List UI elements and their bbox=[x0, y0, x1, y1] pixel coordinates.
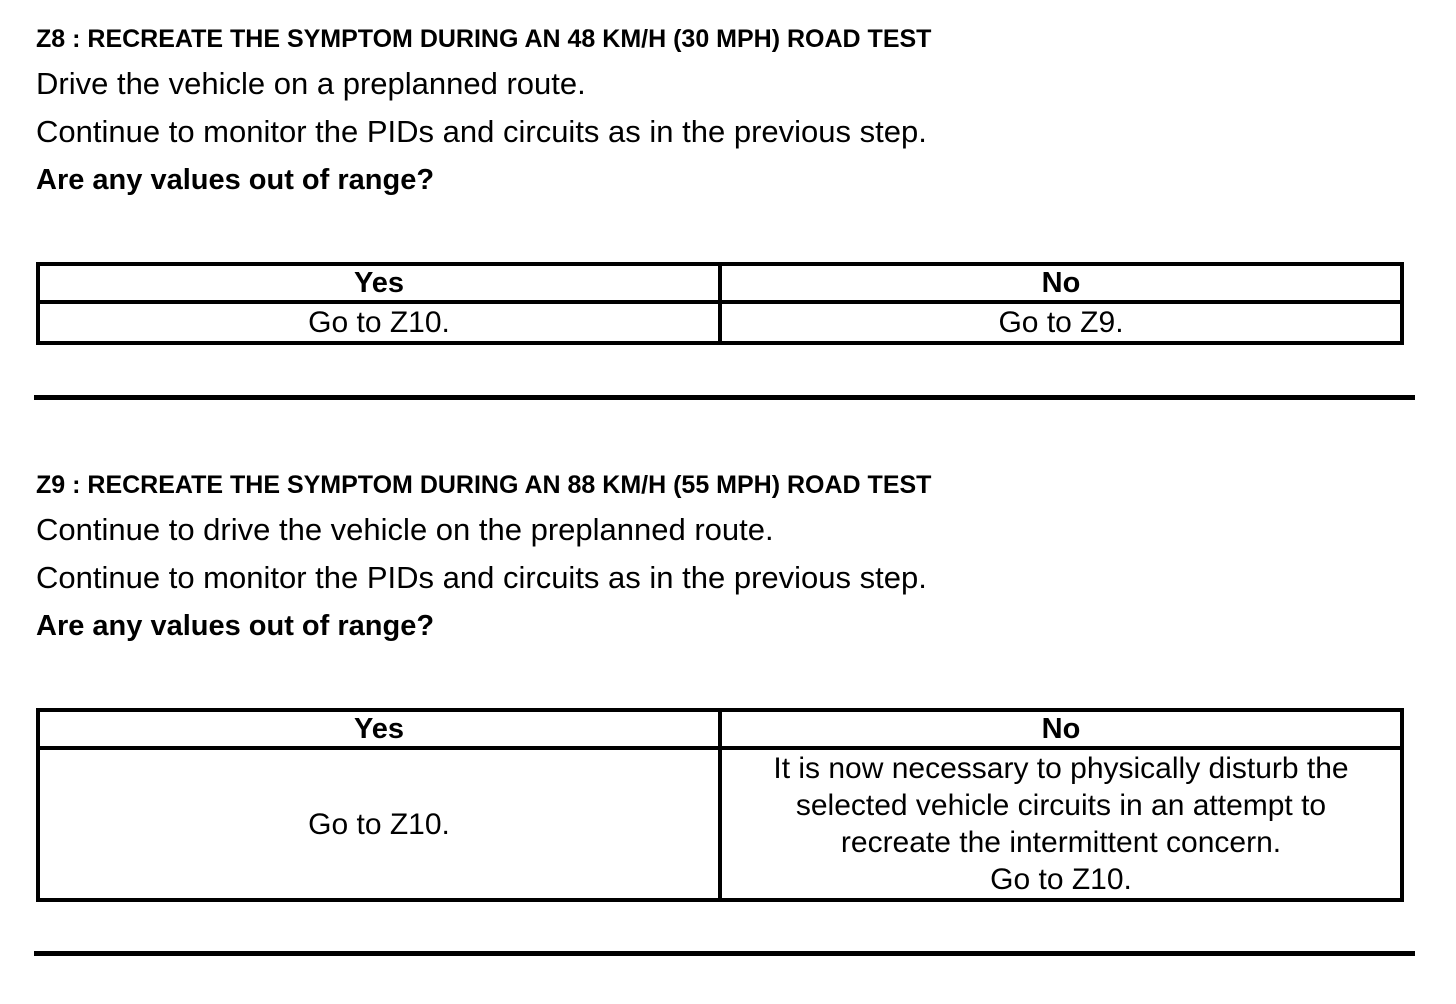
cell-text: recreate the intermittent concern. bbox=[840, 826, 1282, 859]
cell-yes bbox=[38, 302, 720, 343]
step-heading: Z9 : RECREATE THE SYMPTOM DURING AN 88 KM/H (55 MPH) ROAD TEST bbox=[36, 471, 932, 499]
section-divider bbox=[34, 951, 1415, 956]
header-yes: Yes bbox=[38, 264, 720, 302]
step-question: Are any values out of range? bbox=[36, 164, 435, 196]
section-divider bbox=[34, 395, 1415, 400]
cell-no bbox=[720, 748, 1402, 900]
cell-yes bbox=[38, 748, 720, 900]
answer-table bbox=[36, 708, 1404, 902]
cell-text: selected vehicle circuits in an attempt to bbox=[795, 789, 1327, 822]
cell-no bbox=[720, 302, 1402, 343]
instruction-line: Continue to monitor the PIDs and circuits as in the previous step. bbox=[36, 114, 927, 149]
table-header-row bbox=[38, 710, 1402, 748]
step-heading: Z8 : RECREATE THE SYMPTOM DURING AN 48 KM/H (30 MPH) ROAD TEST bbox=[36, 25, 932, 53]
step-z9 bbox=[36, 468, 1404, 896]
instruction-line: Drive the vehicle on a preplanned route. bbox=[36, 66, 586, 101]
step-question: Are any values out of range? bbox=[36, 610, 435, 642]
answer-table bbox=[36, 262, 1404, 345]
table-row bbox=[38, 302, 1402, 343]
header-no: No bbox=[720, 710, 1402, 748]
instruction-line: Continue to monitor the PIDs and circuits as in the previous step. bbox=[36, 560, 927, 595]
instruction-line: Continue to drive the vehicle on the preplanned route. bbox=[36, 512, 774, 547]
header-yes: Yes bbox=[38, 710, 720, 748]
step-z8 bbox=[36, 22, 1404, 339]
cell-text: Go to Z10. bbox=[308, 306, 450, 339]
table-header-row bbox=[38, 264, 1402, 302]
header-no: No bbox=[720, 264, 1402, 302]
cell-text: Go to Z10. bbox=[308, 807, 450, 841]
cell-text: Go to Z9. bbox=[998, 306, 1124, 339]
cell-text: It is now necessary to physically disturb the bbox=[773, 752, 1349, 785]
cell-text: Go to Z10. bbox=[990, 863, 1132, 896]
table-row bbox=[38, 748, 1402, 900]
